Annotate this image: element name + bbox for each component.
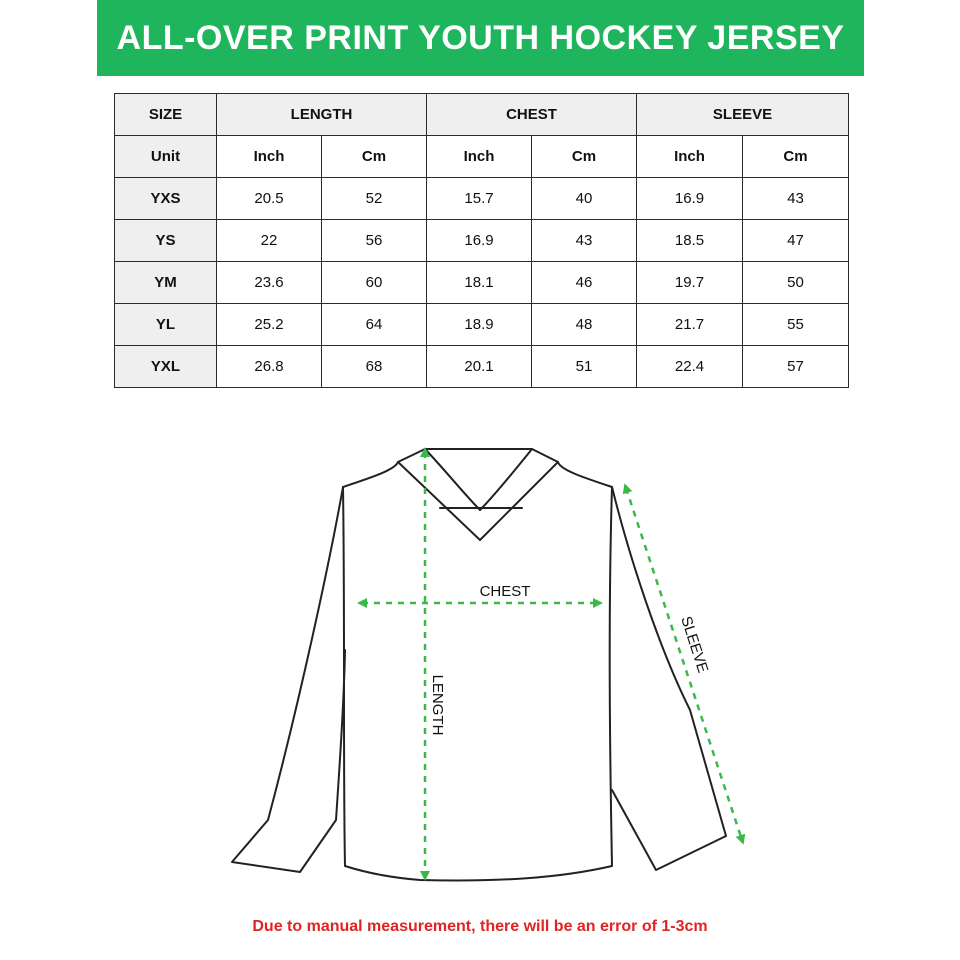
size-chart-table <box>114 93 849 388</box>
unit-cell: Cm <box>532 136 637 178</box>
length-header: LENGTH <box>217 94 427 136</box>
value-cell: 16.9 <box>637 178 743 220</box>
jersey-diagram <box>0 420 960 900</box>
value-cell: 23.6 <box>217 262 322 304</box>
size-cell: YXL <box>115 346 217 388</box>
left-sleeve-outline <box>232 487 345 872</box>
table-header-row <box>115 94 849 136</box>
value-cell: 57 <box>743 346 849 388</box>
page-title: ALL-OVER PRINT YOUTH HOCKEY JERSEY <box>116 18 845 57</box>
value-cell: 19.7 <box>637 262 743 304</box>
size-cell: YM <box>115 262 217 304</box>
value-cell: 51 <box>532 346 637 388</box>
value-cell: 21.7 <box>637 304 743 346</box>
right-sleeve-outline <box>612 487 726 870</box>
value-cell: 56 <box>322 220 427 262</box>
table-row <box>115 220 849 262</box>
value-cell: 18.9 <box>427 304 532 346</box>
value-cell: 26.8 <box>217 346 322 388</box>
chest-header: CHEST <box>427 94 637 136</box>
value-cell: 64 <box>322 304 427 346</box>
measurement-note: Due to manual measurement, there will be an error of 1-3cm <box>252 918 708 935</box>
chest-label: CHEST <box>479 583 531 600</box>
unit-cell: Cm <box>322 136 427 178</box>
size-cell: YXS <box>115 178 217 220</box>
unit-label: Unit <box>115 136 217 178</box>
table-row <box>115 262 849 304</box>
unit-cell: Cm <box>743 136 849 178</box>
sleeve-label: SLEEVE <box>677 614 712 675</box>
value-cell: 16.9 <box>427 220 532 262</box>
size-cell: YL <box>115 304 217 346</box>
unit-cell: Inch <box>217 136 322 178</box>
value-cell: 43 <box>532 220 637 262</box>
value-cell: 20.5 <box>217 178 322 220</box>
size-cell: YS <box>115 220 217 262</box>
table-row <box>115 346 849 388</box>
table-row <box>115 178 849 220</box>
length-label: LENGTH <box>429 674 446 736</box>
value-cell: 40 <box>532 178 637 220</box>
jersey-outline <box>232 449 726 880</box>
sleeve-arrow <box>626 488 742 840</box>
value-cell: 52 <box>322 178 427 220</box>
unit-row <box>115 136 849 178</box>
value-cell: 68 <box>322 346 427 388</box>
measurement-arrows <box>362 452 742 876</box>
unit-cell: Inch <box>637 136 743 178</box>
collar-inner-outline <box>425 449 532 510</box>
sleeve-header: SLEEVE <box>637 94 849 136</box>
size-header: SIZE <box>115 94 217 136</box>
value-cell: 18.1 <box>427 262 532 304</box>
unit-cell: Inch <box>427 136 532 178</box>
value-cell: 15.7 <box>427 178 532 220</box>
value-cell: 46 <box>532 262 637 304</box>
table-row <box>115 304 849 346</box>
value-cell: 22 <box>217 220 322 262</box>
body-outline <box>343 449 612 880</box>
value-cell: 25.2 <box>217 304 322 346</box>
value-cell: 20.1 <box>427 346 532 388</box>
value-cell: 22.4 <box>637 346 743 388</box>
value-cell: 50 <box>743 262 849 304</box>
value-cell: 43 <box>743 178 849 220</box>
title-banner <box>97 0 864 76</box>
value-cell: 18.5 <box>637 220 743 262</box>
value-cell: 55 <box>743 304 849 346</box>
value-cell: 48 <box>532 304 637 346</box>
value-cell: 60 <box>322 262 427 304</box>
collar-outline <box>398 462 558 540</box>
value-cell: 47 <box>743 220 849 262</box>
